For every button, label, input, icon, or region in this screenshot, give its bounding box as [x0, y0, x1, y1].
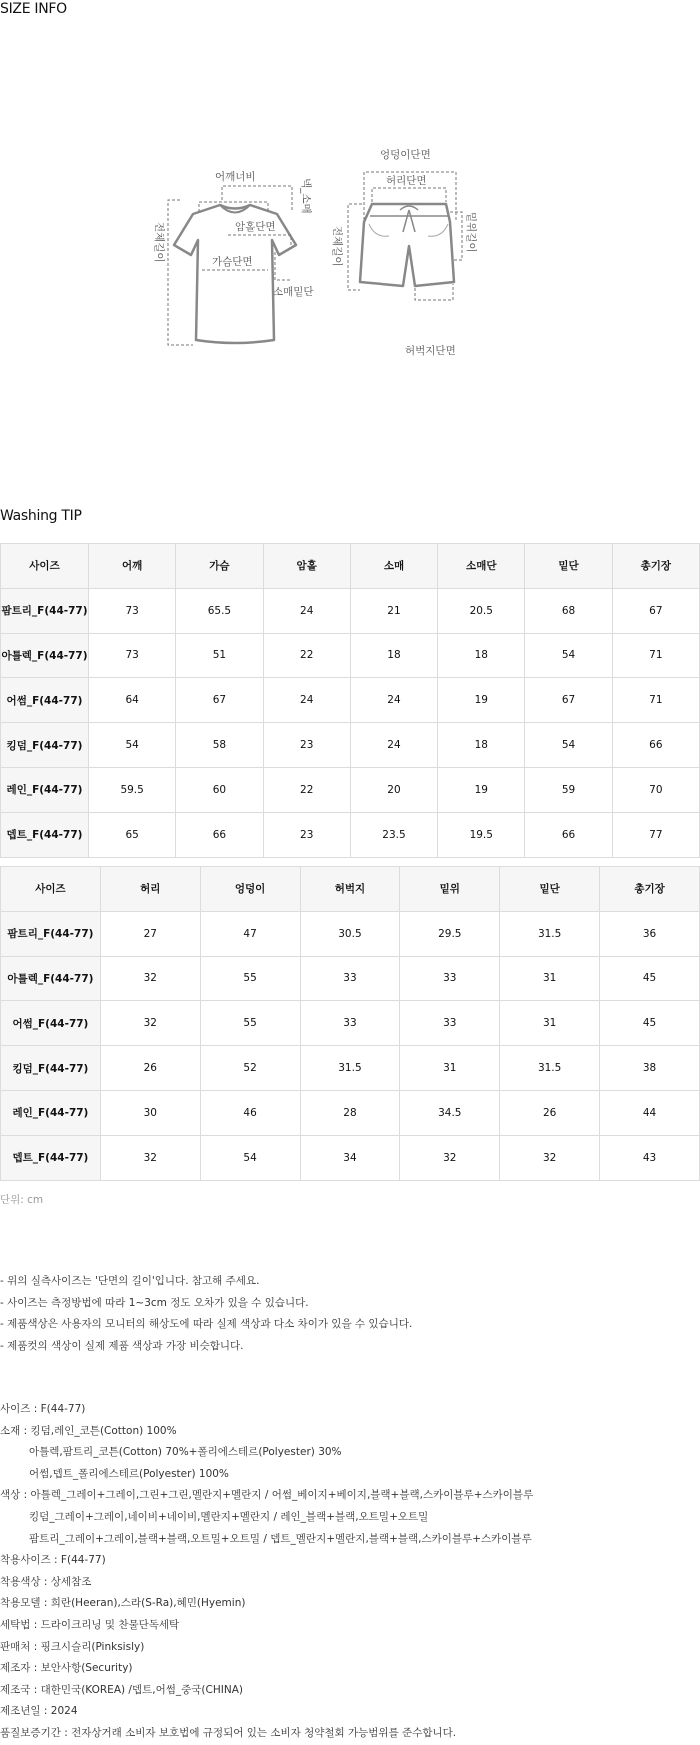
table-cell: 54	[525, 633, 612, 678]
table-cell: 71	[612, 633, 699, 678]
top-length-label: 전체길이	[153, 222, 165, 263]
header-cell: 사이즈	[1, 867, 101, 912]
top-size-table	[0, 543, 700, 858]
size-name-cell: 아틀렉_F(44-77)	[1, 956, 101, 1001]
table-cell: 24	[350, 723, 437, 768]
table-cell: 23.5	[350, 812, 437, 857]
table-cell: 32	[500, 1135, 600, 1180]
chest-width-label: 가슴단면	[212, 256, 253, 268]
table-cell: 73	[89, 633, 176, 678]
size-name-cell: 킹덤_F(44-77)	[1, 723, 89, 768]
table-cell: 44	[600, 1090, 700, 1135]
size-info-title: SIZE INFO	[0, 1, 67, 17]
table-cell: 54	[525, 723, 612, 768]
table-cell: 18	[438, 723, 525, 768]
table-cell: 31.5	[500, 1046, 600, 1091]
table-cell: 23	[263, 723, 350, 768]
size-name-cell: 뎁트_F(44-77)	[1, 812, 89, 857]
size-name-cell: 킹덤_F(44-77)	[1, 1046, 101, 1091]
table-row	[1, 956, 700, 1001]
spec-line: 색상 : 아틀렉_그레이+그레이,그린+그린,멜란지+멜란지 / 어썸_베이지+베이지,블랙+블랙,스카이블루+스카이블루	[0, 1489, 534, 1502]
table-cell: 54	[200, 1135, 300, 1180]
table-cell: 77	[612, 812, 699, 857]
bottom-length-label: 전체길이	[331, 226, 343, 267]
cuff-label: 소매밑단	[273, 286, 314, 298]
table-cell: 19	[438, 678, 525, 723]
spec-line: 어썸,뎁트_폴리에스테르(Polyester) 100%	[29, 1467, 229, 1480]
spec-line: 제조년일 : 2024	[0, 1705, 78, 1718]
table-cell: 68	[525, 588, 612, 633]
table-row	[1, 911, 700, 956]
spec-line: 세탁법 : 드라이크리닝 및 찬물단독세탁	[0, 1618, 180, 1631]
thigh-width-label: 허벅지단면	[405, 345, 456, 357]
note-item: - 위의 실측사이즈는 '단면의 길이'입니다. 참고해 주세요.	[0, 1275, 260, 1287]
spec-line: 품질보증기간 : 전자상거래 소비자 보호법에 규정되어 있는 소비자 청약철회 가능범위를 준수합니다.	[0, 1726, 457, 1739]
table-cell: 31	[400, 1046, 500, 1091]
table-cell: 30	[100, 1090, 200, 1135]
spec-line: 판매처 : 핑크시슬리(Pinksisly)	[0, 1640, 145, 1653]
table-cell: 23	[263, 812, 350, 857]
table-cell: 31.5	[300, 1046, 400, 1091]
table-cell: 51	[176, 633, 263, 678]
header-cell: 밑단	[500, 867, 600, 912]
table-cell: 67	[176, 678, 263, 723]
table-cell: 43	[600, 1135, 700, 1180]
table-cell: 22	[263, 633, 350, 678]
table-cell: 30.5	[300, 911, 400, 956]
spec-line: 아틀렉,팜트리_코튼(Cotton) 70%+폴리에스테르(Polyester) 30%	[29, 1446, 342, 1459]
header-cell: 사이즈	[1, 544, 89, 589]
shoulder-width-label: 어깨너비	[215, 171, 256, 183]
table-cell: 36	[600, 911, 700, 956]
spec-line: 착용모델 : 희란(Heeran),스라(S-Ra),혜민(Hyemin)	[0, 1597, 246, 1610]
table-cell: 31	[500, 956, 600, 1001]
table-cell: 24	[263, 678, 350, 723]
table-cell: 70	[612, 767, 699, 812]
table-cell: 18	[438, 633, 525, 678]
sleeve-label: 넥_소매	[300, 178, 312, 214]
table-row	[1, 767, 700, 812]
hip-width-label: 엉덩이단면	[380, 149, 431, 161]
table-cell: 33	[400, 1001, 500, 1046]
table-cell: 21	[350, 588, 437, 633]
table-cell: 65.5	[176, 588, 263, 633]
header-cell: 어깨	[89, 544, 176, 589]
size-measurement-diagram	[150, 149, 530, 360]
table-row	[1, 723, 700, 768]
table-row	[1, 678, 700, 723]
bottom-size-table	[0, 866, 700, 1181]
spec-line: 제조국 : 대한민국(KOREA) /뎁트,어썸_중국(CHINA)	[0, 1683, 243, 1696]
table-cell: 19.5	[438, 812, 525, 857]
table-cell: 28	[300, 1090, 400, 1135]
table-cell: 58	[176, 723, 263, 768]
table-cell: 18	[350, 633, 437, 678]
table-cell: 26	[500, 1090, 600, 1135]
table-cell: 27	[100, 911, 200, 956]
header-cell: 소매단	[438, 544, 525, 589]
table-cell: 26	[100, 1046, 200, 1091]
table-row	[1, 1090, 700, 1135]
table-cell: 34.5	[400, 1090, 500, 1135]
header-cell: 허리	[100, 867, 200, 912]
size-name-cell: 어썸_F(44-77)	[1, 678, 89, 723]
table-cell: 67	[612, 588, 699, 633]
table-row	[1, 812, 700, 857]
washing-tip-title: Washing TIP	[0, 508, 82, 524]
table-cell: 46	[200, 1090, 300, 1135]
table-row	[1, 1135, 700, 1180]
spec-line: 착용색상 : 상세참조	[0, 1575, 92, 1588]
table-cell: 20	[350, 767, 437, 812]
table-cell: 67	[525, 678, 612, 723]
table-cell: 60	[176, 767, 263, 812]
spec-line: 제조자 : 보안사항(Security)	[0, 1662, 133, 1675]
table-cell: 71	[612, 678, 699, 723]
header-cell: 밑단	[525, 544, 612, 589]
header-cell: 소매	[350, 544, 437, 589]
table-cell: 59.5	[89, 767, 176, 812]
table-cell: 45	[600, 1001, 700, 1046]
size-name-cell: 레인_F(44-77)	[1, 1090, 101, 1135]
spec-line: 팜트리_그레이+그레이,블랙+블랙,오트밀+오트밀 / 뎁트_멜란지+멜란지,블랙+블랙,스카이블루+스카이블루	[29, 1532, 532, 1545]
bottom-diagram	[331, 148, 478, 357]
table-cell: 59	[525, 767, 612, 812]
header-cell: 가슴	[176, 544, 263, 589]
note-item: - 제품색상은 사용자의 모니터의 해상도에 따라 실제 색상과 다소 차이가 있을 수 있습니다.	[0, 1318, 413, 1331]
spec-line: 착용사이즈 : F(44-77)	[0, 1554, 106, 1567]
waist-width-label: 허리단면	[386, 175, 427, 187]
table-header-row	[1, 544, 700, 589]
table-row	[1, 1001, 700, 1046]
note-item: - 제품컷의 색상이 실제 제품 색상과 가장 비슷합니다.	[0, 1339, 244, 1352]
table-cell: 33	[300, 956, 400, 1001]
table-cell: 64	[89, 678, 176, 723]
table-cell: 55	[200, 1001, 300, 1046]
header-cell: 총기장	[600, 867, 700, 912]
table-cell: 32	[400, 1135, 500, 1180]
size-name-cell: 레인_F(44-77)	[1, 767, 89, 812]
table-cell: 54	[89, 723, 176, 768]
table-cell: 66	[612, 723, 699, 768]
size-name-cell: 팜트리_F(44-77)	[1, 588, 89, 633]
table-cell: 32	[100, 956, 200, 1001]
table-cell: 38	[600, 1046, 700, 1091]
table-cell: 31.5	[500, 911, 600, 956]
notes-list	[0, 1271, 412, 1357]
table-cell: 24	[263, 588, 350, 633]
table-cell: 55	[200, 956, 300, 1001]
table-cell: 52	[200, 1046, 300, 1091]
table-cell: 31	[500, 1001, 600, 1046]
spec-line: 사이즈 : F(44-77)	[0, 1403, 86, 1415]
table-cell: 33	[300, 1001, 400, 1046]
table-row	[1, 588, 700, 633]
table-cell: 33	[400, 956, 500, 1001]
table-cell: 73	[89, 588, 176, 633]
table-row	[1, 633, 700, 678]
spec-line: 소재 : 킹덤,레인_코튼(Cotton) 100%	[0, 1424, 177, 1437]
table-cell: 22	[263, 767, 350, 812]
spec-line: 킹덤_그레이+그레이,네이비+네이비,멜란지+멜란지 / 레인_블랙+블랙,오트밀+오트밀	[29, 1510, 429, 1523]
table-cell: 20.5	[438, 588, 525, 633]
top-diagram	[153, 170, 314, 345]
size-name-cell: 뎁트_F(44-77)	[1, 1135, 101, 1180]
header-cell: 암홀	[263, 544, 350, 589]
size-name-cell: 팜트리_F(44-77)	[1, 911, 101, 956]
table-cell: 65	[89, 812, 176, 857]
table-cell: 45	[600, 956, 700, 1001]
table-cell: 66	[525, 812, 612, 857]
table-row	[1, 1046, 700, 1091]
size-name-cell: 어썸_F(44-77)	[1, 1001, 101, 1046]
size-name-cell: 아틀렉_F(44-77)	[1, 633, 89, 678]
table-cell: 24	[350, 678, 437, 723]
table-cell: 47	[200, 911, 300, 956]
table-cell: 32	[100, 1001, 200, 1046]
table-cell: 29.5	[400, 911, 500, 956]
header-cell: 총기장	[612, 544, 699, 589]
table-cell: 19	[438, 767, 525, 812]
table-cell: 66	[176, 812, 263, 857]
header-cell: 허벅지	[300, 867, 400, 912]
product-specs	[0, 1399, 533, 1745]
table-header-row	[1, 867, 700, 912]
unit-note: 단위: cm	[0, 1194, 44, 1206]
header-cell: 엉덩이	[200, 867, 300, 912]
rise-label: 밑위길이	[465, 212, 477, 253]
note-item: - 사이즈는 측정방법에 따라 1~3cm 정도 오차가 있을 수 있습니다.	[0, 1296, 309, 1309]
armhole-label: 암홀단면	[235, 221, 276, 233]
table-cell: 32	[100, 1135, 200, 1180]
header-cell: 밑위	[400, 867, 500, 912]
table-cell: 34	[300, 1135, 400, 1180]
